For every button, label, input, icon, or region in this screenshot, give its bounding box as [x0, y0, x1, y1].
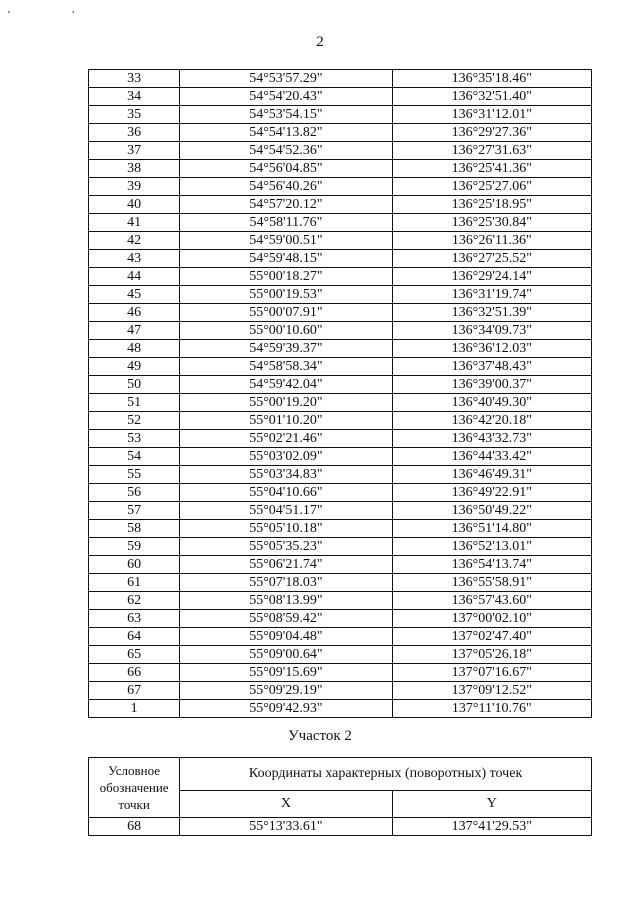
x-coordinate-cell: 54°58'58.34" [180, 358, 392, 376]
y-coordinate-cell: 136°43'32.73" [392, 430, 591, 448]
table-row [89, 682, 592, 700]
section2-table-body [89, 818, 592, 836]
x-coordinate-cell: 54°54'20.43" [180, 88, 392, 106]
point-cell: 55 [89, 466, 180, 484]
table-row [89, 484, 592, 502]
y-coordinate-cell: 136°40'49.30" [392, 394, 591, 412]
x-coordinate-cell: 55°09'15.69" [180, 664, 392, 682]
table-row [89, 700, 592, 718]
y-coordinate-cell: 137°09'12.52" [392, 682, 591, 700]
point-cell: 59 [89, 538, 180, 556]
x-coordinate-cell: 55°09'04.48" [180, 628, 392, 646]
y-coordinate-cell: 136°52'13.01" [392, 538, 591, 556]
point-cell: 41 [89, 214, 180, 232]
x-coordinate-cell: 55°02'21.46" [180, 430, 392, 448]
point-cell: 37 [89, 142, 180, 160]
table-row [89, 196, 592, 214]
table-row [89, 556, 592, 574]
x-coordinate-cell: 54°54'13.82" [180, 124, 392, 142]
table-row [89, 214, 592, 232]
y-coordinate-cell: 136°31'19.74" [392, 286, 591, 304]
point-cell: 45 [89, 286, 180, 304]
point-cell: 34 [89, 88, 180, 106]
x-coordinate-cell: 54°59'39.37" [180, 340, 392, 358]
table-row [89, 448, 592, 466]
x-coordinate-cell: 54°57'20.12" [180, 196, 392, 214]
y-coordinate-cell: 137°07'16.67" [392, 664, 591, 682]
point-cell: 40 [89, 196, 180, 214]
x-coordinate-cell: 55°03'34.83" [180, 466, 392, 484]
y-coordinate-cell: 136°32'51.40" [392, 88, 591, 106]
y-coordinate-cell: 136°29'27.36" [392, 124, 591, 142]
y-coordinate-cell: 136°36'12.03" [392, 340, 591, 358]
table-row [89, 124, 592, 142]
y-coordinate-cell: 136°35'18.46" [392, 70, 591, 88]
x-coordinate-cell: 55°09'00.64" [180, 646, 392, 664]
x-coordinate-cell: 55°00'18.27" [180, 268, 392, 286]
point-cell: 49 [89, 358, 180, 376]
y-coordinate-cell: 136°57'43.60" [392, 592, 591, 610]
table-row [89, 88, 592, 106]
table-row [89, 430, 592, 448]
table-row [89, 142, 592, 160]
x-coordinate-cell: 54°59'42.04" [180, 376, 392, 394]
point-cell: 44 [89, 268, 180, 286]
y-coordinate-cell: 136°31'12.01" [392, 106, 591, 124]
y-coordinate-cell: 136°49'22.91" [392, 484, 591, 502]
point-designation-header: Условное обозначение точки [89, 758, 180, 818]
point-cell: 1 [89, 700, 180, 718]
table-row [89, 412, 592, 430]
point-cell: 36 [89, 124, 180, 142]
y-coordinate-cell: 136°39'00.37" [392, 376, 591, 394]
table-row [89, 304, 592, 322]
y-coordinate-cell: 136°42'20.18" [392, 412, 591, 430]
y-coordinate-cell: 136°29'24.14" [392, 268, 591, 286]
table-row [89, 268, 592, 286]
x-coordinate-cell: 55°05'35.23" [180, 538, 392, 556]
point-cell: 46 [89, 304, 180, 322]
y-coordinate-cell: 136°25'27.06" [392, 178, 591, 196]
x-coordinate-cell: 55°08'59.42" [180, 610, 392, 628]
x-coordinate-cell: 55°06'21.74" [180, 556, 392, 574]
y-coordinate-cell: 136°34'09.73" [392, 322, 591, 340]
table-row [89, 466, 592, 484]
point-cell: 33 [89, 70, 180, 88]
point-cell: 66 [89, 664, 180, 682]
point-cell: 62 [89, 592, 180, 610]
table-row [89, 376, 592, 394]
table-row [89, 70, 592, 88]
table-row [89, 610, 592, 628]
point-cell: 68 [89, 818, 180, 836]
point-cell: 51 [89, 394, 180, 412]
y-coordinate-cell: 136°25'18.95" [392, 196, 591, 214]
point-cell: 47 [89, 322, 180, 340]
point-cell: 52 [89, 412, 180, 430]
table-row [89, 322, 592, 340]
x-coordinate-cell: 55°09'29.19" [180, 682, 392, 700]
point-cell: 50 [89, 376, 180, 394]
y-coordinate-cell: 137°41'29.53" [392, 818, 591, 836]
table-row [89, 286, 592, 304]
y-coordinate-cell: 136°46'49.31" [392, 466, 591, 484]
y-coordinate-cell: 136°50'49.22" [392, 502, 591, 520]
table-row [89, 520, 592, 538]
y-coordinate-cell: 136°32'51.39" [392, 304, 591, 322]
y-coordinate-cell: 136°55'58.91" [392, 574, 591, 592]
x-coordinate-cell: 54°59'00.51" [180, 232, 392, 250]
y-coordinate-cell: 136°26'11.36" [392, 232, 591, 250]
x-coordinate-cell: 55°04'51.17" [180, 502, 392, 520]
x-coordinate-cell: 55°07'18.03" [180, 574, 392, 592]
point-cell: 56 [89, 484, 180, 502]
x-coordinate-cell: 54°59'48.15" [180, 250, 392, 268]
point-cell: 57 [89, 502, 180, 520]
page-number: 2 [316, 34, 324, 50]
coordinates-table-body [89, 70, 592, 718]
section2-coordinates-table [88, 757, 592, 836]
x-coordinate-cell: 55°08'13.99" [180, 592, 392, 610]
table-row [89, 592, 592, 610]
x-coordinate-cell: 54°53'57.29" [180, 70, 392, 88]
x-coordinate-cell: 55°00'07.91" [180, 304, 392, 322]
y-coordinate-cell: 136°37'48.43" [392, 358, 591, 376]
x-coordinate-cell: 54°54'52.36" [180, 142, 392, 160]
table-row [89, 646, 592, 664]
x-coordinate-cell: 55°00'19.20" [180, 394, 392, 412]
coordinates-header: Координаты характерных (поворотных) точек [180, 758, 592, 791]
y-coordinate-cell: 136°54'13.74" [392, 556, 591, 574]
point-cell: 67 [89, 682, 180, 700]
table-row [89, 502, 592, 520]
point-cell: 48 [89, 340, 180, 358]
table-row [89, 358, 592, 376]
x-coordinate-cell: 55°03'02.09" [180, 448, 392, 466]
point-cell: 58 [89, 520, 180, 538]
point-cell: 39 [89, 178, 180, 196]
table-row [89, 394, 592, 412]
point-cell: 64 [89, 628, 180, 646]
y-coordinate-cell: 136°51'14.80" [392, 520, 591, 538]
point-cell: 54 [89, 448, 180, 466]
x-coordinate-cell: 55°00'19.53" [180, 286, 392, 304]
point-cell: 42 [89, 232, 180, 250]
point-cell: 53 [89, 430, 180, 448]
point-cell: 43 [89, 250, 180, 268]
point-cell: 65 [89, 646, 180, 664]
point-cell: 61 [89, 574, 180, 592]
table-row [89, 340, 592, 358]
table-row [89, 160, 592, 178]
section-title: Участок 2 [288, 728, 352, 744]
table-row [89, 574, 592, 592]
x-column-header: X [180, 791, 392, 818]
coordinates-table [88, 69, 592, 718]
y-coordinate-cell: 137°11'10.76" [392, 700, 591, 718]
y-column-header: Y [392, 791, 591, 818]
table-row [89, 232, 592, 250]
y-coordinate-cell: 136°27'25.52" [392, 250, 591, 268]
y-coordinate-cell: 137°00'02.10" [392, 610, 591, 628]
table-row [89, 178, 592, 196]
x-coordinate-cell: 54°58'11.76" [180, 214, 392, 232]
x-coordinate-cell: 54°56'40.26" [180, 178, 392, 196]
y-coordinate-cell: 136°25'41.36" [392, 160, 591, 178]
point-cell: 60 [89, 556, 180, 574]
table-row [89, 818, 592, 836]
x-coordinate-cell: 55°09'42.93" [180, 700, 392, 718]
scan-corner-marks: ' ' [8, 10, 105, 21]
x-coordinate-cell: 55°04'10.66" [180, 484, 392, 502]
table-row [89, 664, 592, 682]
x-coordinate-cell: 55°00'10.60" [180, 322, 392, 340]
y-coordinate-cell: 137°02'47.40" [392, 628, 591, 646]
y-coordinate-cell: 136°25'30.84" [392, 214, 591, 232]
y-coordinate-cell: 137°05'26.18" [392, 646, 591, 664]
point-cell: 63 [89, 610, 180, 628]
x-coordinate-cell: 55°13'33.61" [180, 818, 392, 836]
x-coordinate-cell: 54°53'54.15" [180, 106, 392, 124]
x-coordinate-cell: 55°05'10.18" [180, 520, 392, 538]
point-cell: 35 [89, 106, 180, 124]
x-coordinate-cell: 55°01'10.20" [180, 412, 392, 430]
table-row [89, 628, 592, 646]
x-coordinate-cell: 54°56'04.85" [180, 160, 392, 178]
table-row [89, 106, 592, 124]
y-coordinate-cell: 136°44'33.42" [392, 448, 591, 466]
y-coordinate-cell: 136°27'31.63" [392, 142, 591, 160]
table-row [89, 538, 592, 556]
point-cell: 38 [89, 160, 180, 178]
table-row [89, 250, 592, 268]
